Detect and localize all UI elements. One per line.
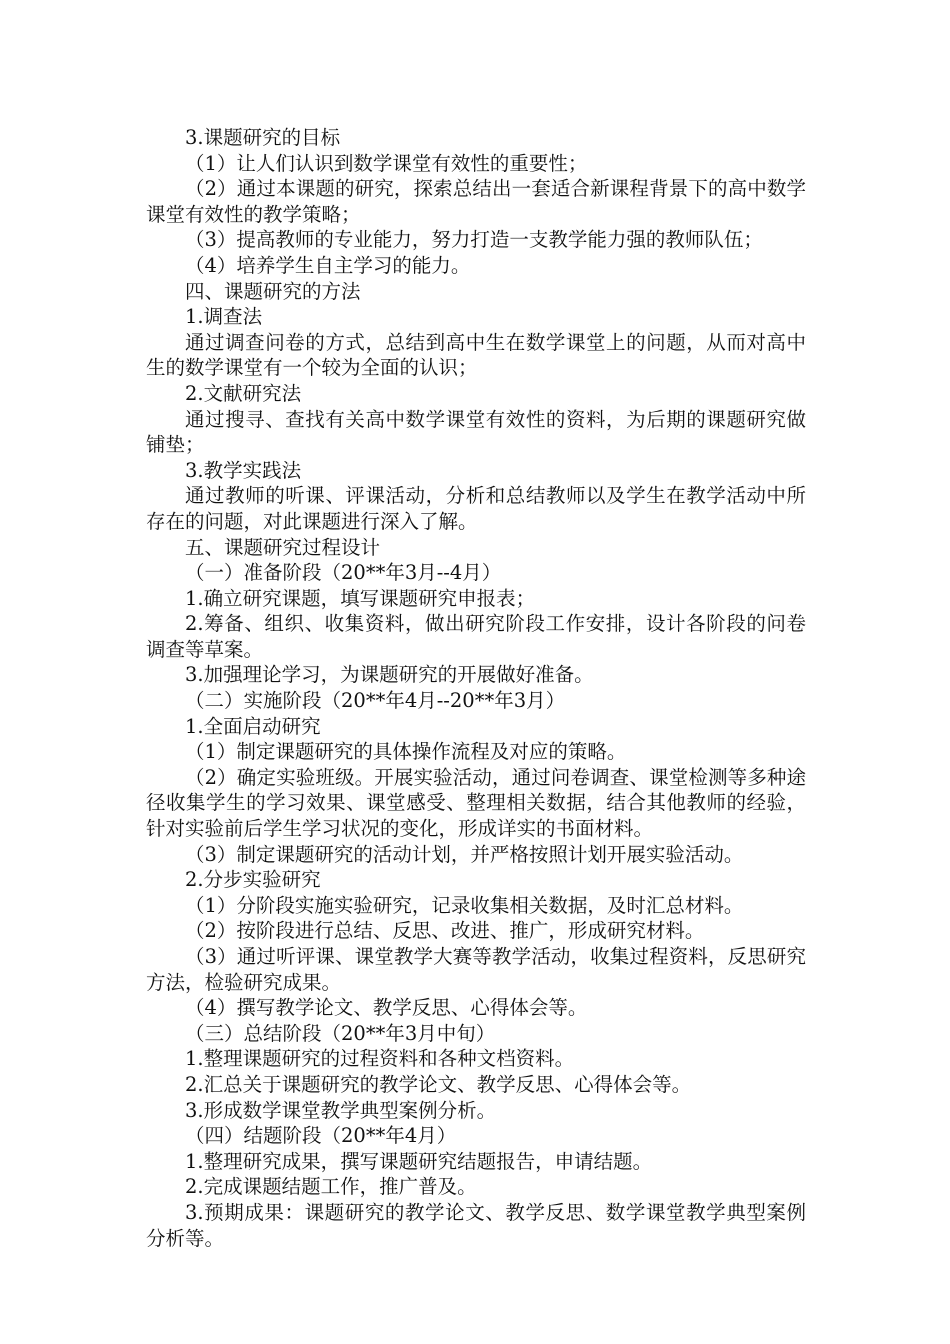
paragraph-goals-heading: 3.课题研究的目标 bbox=[185, 126, 341, 149]
section-heading-process: 五、课题研究过程设计 bbox=[185, 535, 381, 559]
paragraph-method-literature-heading: 2.文献研究法 bbox=[185, 381, 302, 405]
paragraph-impl-2-3: （3）通过听评课、课堂教学大赛等教学活动，收集过程资料，反思研究方法，检验研究成果。 bbox=[146, 945, 806, 994]
section-heading-methods: 四、课题研究的方法 bbox=[185, 279, 361, 303]
paragraph-impl-2-4: （4）撰写教学论文、教学反思、心得体会等。 bbox=[185, 996, 588, 1020]
paragraph-impl-1-1: （1）制定课题研究的具体操作流程及对应的策略。 bbox=[185, 740, 627, 764]
paragraph-impl-1-2: （2）确定实验班级。开展实验活动，通过问卷调查、课堂检测等多种途径收集学生的学习效果、课堂感受、整理相关数据，结合其他教师的经验，针对实验前后学生学习状况的变化，形成详实的书面材料。 bbox=[146, 765, 806, 841]
paragraph-summary-2: 2.汇总关于课题研究的教学论文、教学反思、心得体会等。 bbox=[185, 1072, 692, 1096]
paragraph-method-practice-text: 通过教师的听课、评课活动，分析和总结教师以及学生在教学活动中所存在的问题，对此课题进行深入了解。 bbox=[146, 484, 806, 533]
paragraph-impl-2: 2.分步实验研究 bbox=[185, 868, 321, 892]
paragraph-goal-2: （2）通过本课题的研究，探索总结出一套适合新课程背景下的高中数学课堂有效性的教学策略； bbox=[146, 177, 806, 226]
paragraph-impl-2-2: （2）按阶段进行总结、反思、改进、推广，形成研究材料。 bbox=[185, 919, 705, 943]
stage-heading-conclusion: （四）结题阶段（20**年4月） bbox=[185, 1124, 457, 1148]
paragraph-method-practice-heading: 3.教学实践法 bbox=[185, 458, 302, 482]
stage-heading-summary: （三）总结阶段（20**年3月中旬） bbox=[185, 1021, 496, 1045]
paragraph-conclusion-3: 3.预期成果：课题研究的教学论文、教学反思、数学课堂教学典型案例分析等。 bbox=[146, 1200, 806, 1250]
stage-heading-implementation: （二）实施阶段（20**年4月--20**年3月） bbox=[185, 689, 566, 713]
paragraph-method-survey-text: 通过调查问卷的方式，总结到高中生在数学课堂上的问题，从而对高中生的数学课堂有一个较为全面的认识； bbox=[146, 330, 806, 380]
paragraph-method-survey-heading: 1.调查法 bbox=[185, 305, 263, 329]
paragraph-impl-2-1: （1）分阶段实施实验研究，记录收集相关数据，及时汇总材料。 bbox=[185, 893, 744, 917]
paragraph-impl-1: 1.全面启动研究 bbox=[185, 714, 321, 738]
paragraph-goal-4: （4）培养学生自主学习的能力。 bbox=[185, 253, 471, 277]
paragraph-goal-1: （1）让人们认识到数学课堂有效性的重要性； bbox=[185, 151, 588, 175]
paragraph-conclusion-2: 2.完成课题结题工作，推广普及。 bbox=[185, 1175, 477, 1199]
paragraph-goal-3: （3）提高教师的专业能力，努力打造一支教学能力强的教师队伍； bbox=[185, 228, 763, 252]
paragraph-conclusion-1: 1.整理研究成果，撰写课题研究结题报告，申请结题。 bbox=[185, 1149, 653, 1173]
paragraph-method-literature-text: 通过搜寻、查找有关高中数学课堂有效性的资料，为后期的课题研究做铺垫； bbox=[146, 407, 806, 457]
paragraph-impl-1-3: （3）制定课题研究的活动计划，并严格按照计划开展实验活动。 bbox=[185, 842, 744, 866]
paragraph-summary-3: 3.形成数学课堂教学典型案例分析。 bbox=[185, 1098, 497, 1122]
paragraph-prep-3: 3.加强理论学习，为课题研究的开展做好准备。 bbox=[185, 663, 594, 687]
stage-heading-preparation: （一）准备阶段（20**年3月--4月） bbox=[185, 561, 502, 585]
paragraph-summary-1: 1.整理课题研究的过程资料和各种文档资料。 bbox=[185, 1047, 575, 1071]
paragraph-prep-2: 2.筹备、组织、收集资料，做出研究阶段工作安排，设计各阶段的问卷调查等草案。 bbox=[146, 612, 806, 661]
paragraph-prep-1: 1.确立研究课题，填写课题研究申报表； bbox=[185, 586, 536, 610]
document-body bbox=[146, 125, 806, 1251]
